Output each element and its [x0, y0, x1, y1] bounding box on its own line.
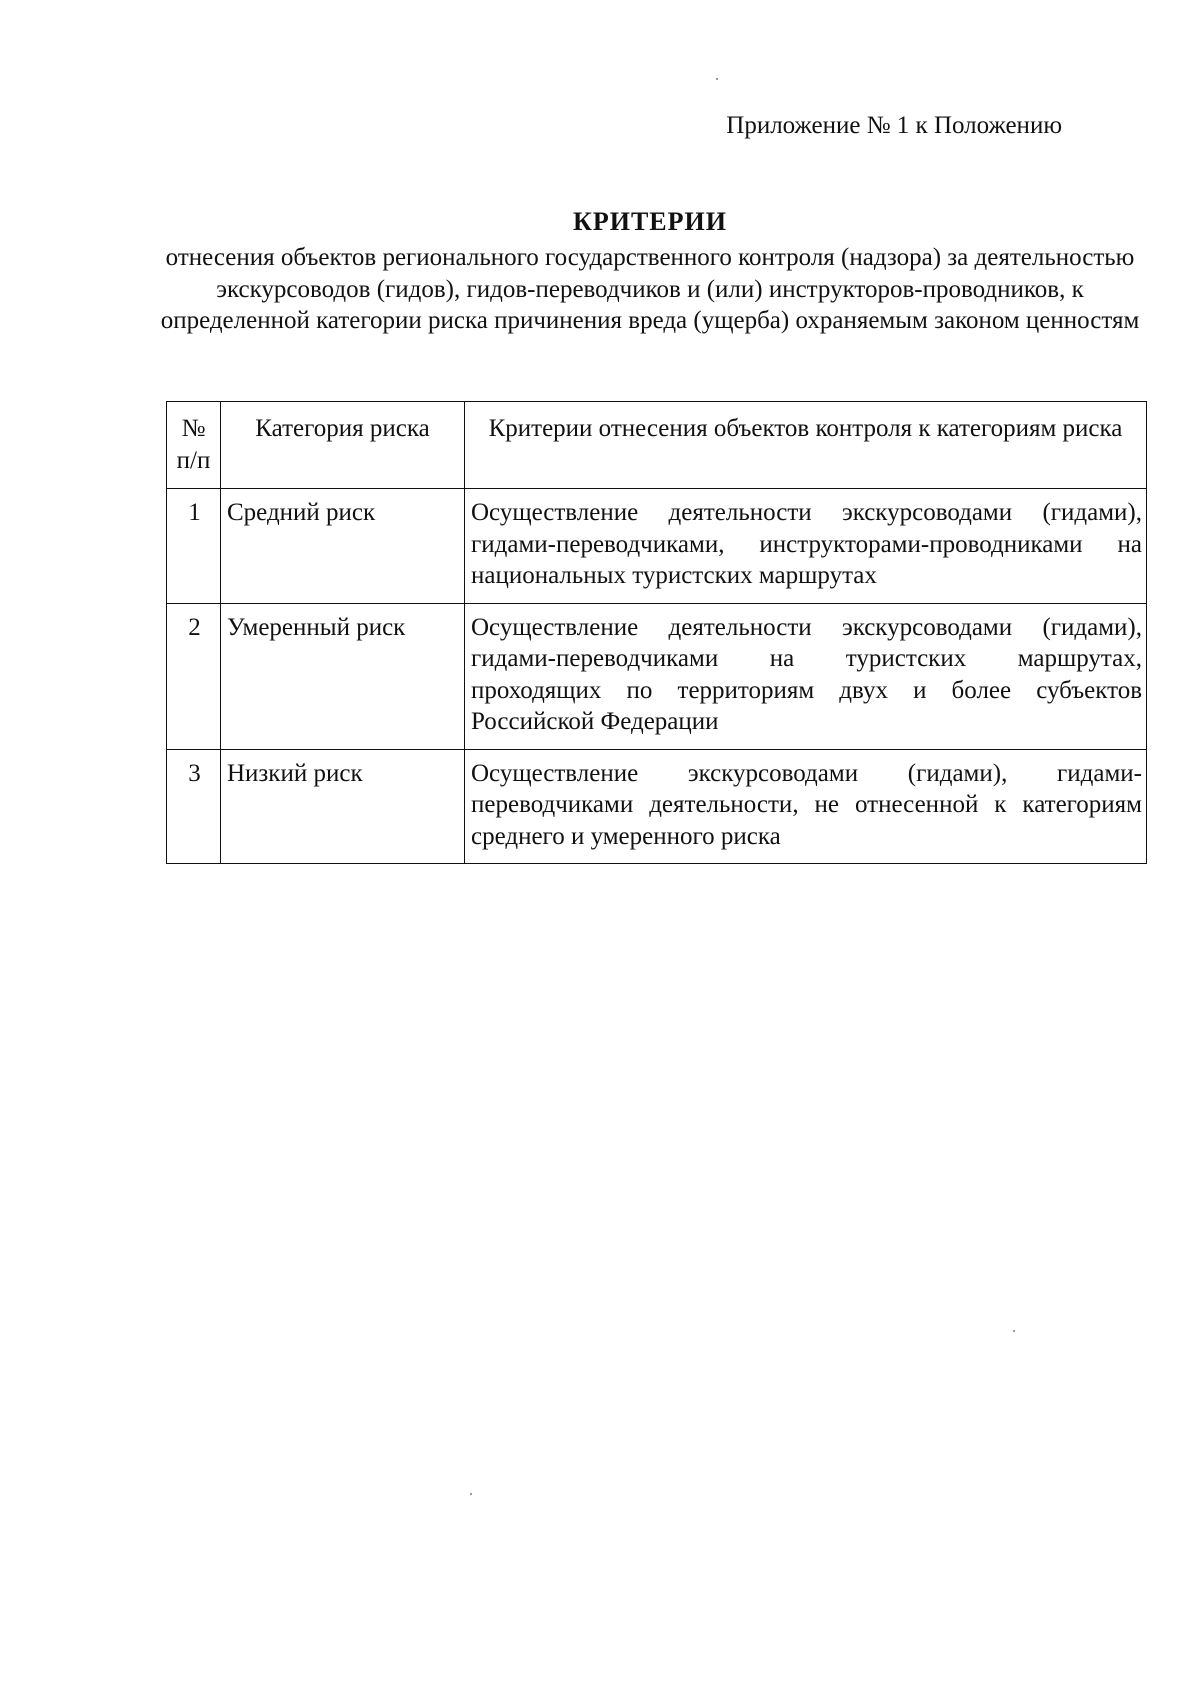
- appendix-reference: Приложение № 1 к Положению: [726, 112, 1062, 139]
- row-number: 1: [167, 489, 221, 604]
- scan-speck: [470, 1493, 472, 1495]
- row-risk-category: Средний риск: [221, 489, 465, 604]
- row-number: 2: [167, 603, 221, 749]
- header-risk-category: Категория риска: [221, 402, 465, 489]
- row-criteria: Осуществление деятельности экскурсоводами (гидами), гидами-переводчиками, инструкторами-проводниками на национальных туристских маршрутах: [465, 489, 1147, 604]
- row-number: 3: [167, 749, 221, 864]
- table-row: [167, 749, 1147, 864]
- header-number: № п/п: [167, 402, 221, 489]
- row-criteria: Осуществление деятельности экскурсоводами (гидами), гидами-переводчиками на туристских маршрутах, проходящих по территориям двух и более субъектов Российской Федерации: [465, 603, 1147, 749]
- row-risk-category: Умеренный риск: [221, 603, 465, 749]
- row-risk-category: Низкий риск: [221, 749, 465, 864]
- scan-speck: [1013, 1330, 1015, 1332]
- document-title: КРИТЕРИИ: [573, 207, 727, 236]
- table-row: [167, 603, 1147, 749]
- document-subtitle: отнесения объектов регионального государственного контроля (надзора) за деятельностью экскурсоводов (гидов), гидов-переводчиков и (или) инструкторов-проводников, к определенной категории риска причинения вреда (ущерба) охраняемым законом ценностям: [160, 244, 1140, 334]
- row-criteria: Осуществление экскурсоводами (гидами), гидами-переводчиками деятельности, не отнесенной к категориям среднего и умеренного риска: [465, 749, 1147, 864]
- scan-speck: [716, 78, 718, 80]
- table-header-row: [167, 402, 1147, 489]
- header-criteria: Критерии отнесения объектов контроля к категориям риска: [465, 402, 1147, 489]
- table-row: [167, 489, 1147, 604]
- risk-criteria-table: [166, 401, 1147, 864]
